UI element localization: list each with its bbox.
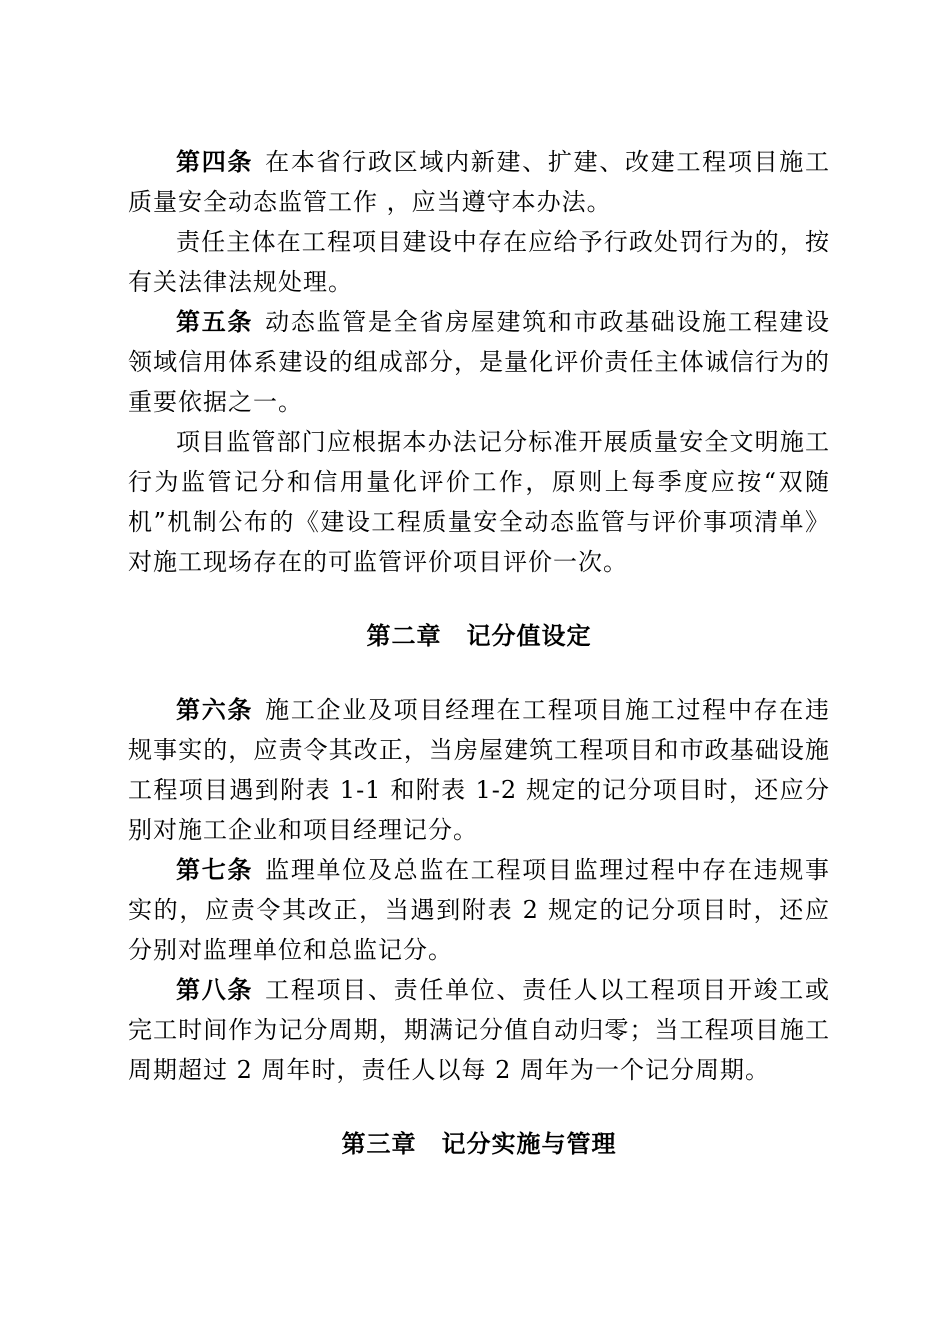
spacer — [128, 1090, 830, 1124]
article-7 — [128, 850, 830, 970]
chapter-3-heading: 第三章 记分实施与管理 — [341, 1129, 617, 1158]
article-4 — [128, 142, 830, 222]
article-text: 工程项目、责任单位、责任人以工程项目开竣工或完工时间作为记分周期，期满记分值自动归零；当工程项目施工周期超过 2 周年时，责任人以每 2 周年为一个记分周期。 — [128, 976, 830, 1084]
article-4-paragraph-2 — [128, 222, 830, 302]
article-label: 第七条 — [176, 855, 254, 884]
article-5 — [128, 302, 830, 422]
document-page — [128, 142, 830, 1164]
spacer — [128, 656, 830, 690]
article-label: 第六条 — [176, 695, 254, 724]
article-text: 动态监管是全省房屋建筑和市政基础设施工程建设领域信用体系建设的组成部分，是量化评价责任主体诚信行为的重要依据之一。 — [128, 308, 830, 416]
article-text: 监理单位及总监在工程项目监理过程中存在违规事实的，应责令其改正，当遇到附表 2 规定的记分项目时，还应分别对监理单位和总监记分。 — [128, 856, 830, 964]
article-text: 在本省行政区域内新建、扩建、改建工程项目施工质量安全动态监管工作 ，应当遵守本办法。 — [128, 148, 830, 216]
spacer — [128, 582, 830, 616]
article-8 — [128, 970, 830, 1090]
paragraph-text: 项目监管部门应根据本办法记分标准开展质量安全文明施工行为监管记分和信用量化评价工作，原则上每季度应按“双随机”机制公布的《建设工程质量安全动态监管与评价事项清单》对施工现场存在的可监管评价项目评价一次。 — [128, 428, 830, 576]
article-label: 第五条 — [176, 307, 254, 336]
article-label: 第四条 — [176, 147, 254, 176]
paragraph-text: 责任主体在工程项目建设中存在应给予行政处罚行为的，按有关法律法规处理。 — [128, 228, 830, 296]
article-text: 施工企业及项目经理在工程项目施工过程中存在违规事实的，应责令其改正，当房屋建筑工程项目和市政基础设施工程项目遇到附表 1-1 和附表 1-2 规定的记分项目时，还应分别对施工企业和项目经理记分。 — [128, 696, 830, 844]
article-6 — [128, 690, 830, 850]
chapter-2-heading: 第二章 记分值设定 — [366, 621, 592, 650]
article-label: 第八条 — [176, 975, 254, 1004]
article-5-paragraph-2 — [128, 422, 830, 582]
